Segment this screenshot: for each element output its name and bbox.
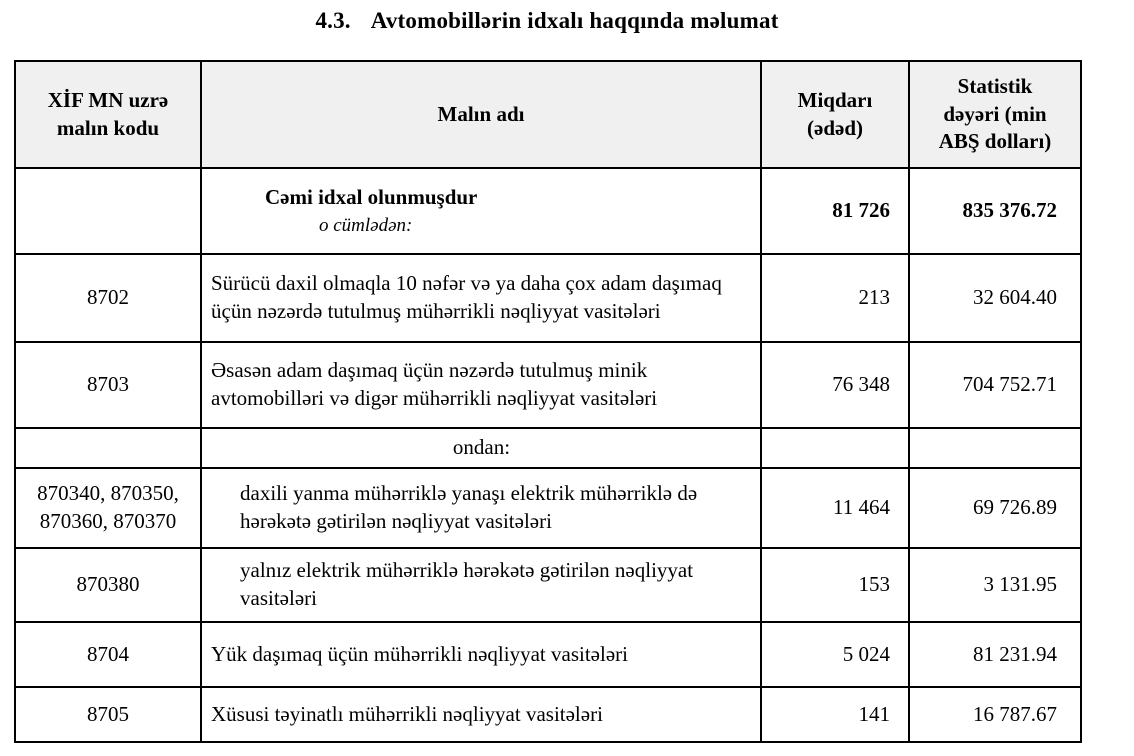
table-row-hybrid — [15, 468, 1081, 548]
qty-cell: 81 726 — [761, 168, 909, 254]
total-sublabel: o cümlədən: — [319, 214, 413, 236]
name-cell: Xüsusi təyinatlı mühərrikli nəqliyyat vasitələri — [201, 687, 761, 742]
code-cell: 8704 — [15, 622, 201, 687]
name-cell: Əsasən adam daşımaq üçün nəzərdə tutulmuş minik avtomobilləri və digər mühərrikli nəqliyyat vasitələri — [201, 342, 761, 428]
code-cell — [15, 428, 201, 468]
table-row-electric — [15, 548, 1081, 622]
value-cell — [909, 428, 1081, 468]
name-cell: Sürücü daxil olmaqla 10 nəfər və ya daha çox adam daşımaq üçün nəzərdə tutulmuş mühərrikli nəqliyyat vasitələri — [201, 254, 761, 342]
value-cell: 704 752.71 — [909, 342, 1081, 428]
value-cell: 32 604.40 — [909, 254, 1081, 342]
header-qty: Miqdarı (ədəd) — [761, 61, 909, 168]
table-header — [15, 61, 1081, 168]
name-cell — [201, 168, 761, 254]
value-cell: 835 376.72 — [909, 168, 1081, 254]
code-cell: 8703 — [15, 342, 201, 428]
name-cell: Yük daşımaq üçün mühərrikli nəqliyyat vasitələri — [201, 622, 761, 687]
code-cell: 870380 — [15, 548, 201, 622]
value-cell: 3 131.95 — [909, 548, 1081, 622]
table-row-8703 — [15, 342, 1081, 428]
name-cell: daxili yanma mühərriklə yanaşı elektrik mühərriklə də hərəkətə gətirilən nəqliyyat vasitələri — [201, 468, 761, 548]
code-cell — [15, 168, 201, 254]
name-cell: yalnız elektrik mühərriklə hərəkətə gətirilən nəqliyyat vasitələri — [201, 548, 761, 622]
qty-cell — [761, 428, 909, 468]
value-cell: 16 787.67 — [909, 687, 1081, 742]
code-cell: 870340, 870350, 870360, 870370 — [15, 468, 201, 548]
value-cell: 81 231.94 — [909, 622, 1081, 687]
qty-cell: 11 464 — [761, 468, 909, 548]
table-row-8705 — [15, 687, 1081, 742]
total-label: Cəmi idxal olunmuşdur — [265, 185, 478, 210]
qty-cell: 5 024 — [761, 622, 909, 687]
imports-table — [14, 60, 1082, 743]
qty-cell: 141 — [761, 687, 909, 742]
code-cell: 8702 — [15, 254, 201, 342]
header-code: XİF MN uzrə malın kodu — [15, 61, 201, 168]
page-title — [0, 8, 1094, 34]
header-row — [15, 61, 1081, 168]
header-value: Statistik dəyəri (min ABŞ dolları) — [909, 61, 1081, 168]
table-row-8702 — [15, 254, 1081, 342]
header-name: Malın adı — [201, 61, 761, 168]
code-cell: 8705 — [15, 687, 201, 742]
table-row-total — [15, 168, 1081, 254]
table-row-8704 — [15, 622, 1081, 687]
table-row-ondan — [15, 428, 1081, 468]
qty-cell: 153 — [761, 548, 909, 622]
name-cell: ondan: — [201, 428, 761, 468]
value-cell: 69 726.89 — [909, 468, 1081, 548]
qty-cell: 76 348 — [761, 342, 909, 428]
section-title-text: Avtomobillərin idxalı haqqında məlumat — [370, 8, 779, 33]
qty-cell: 213 — [761, 254, 909, 342]
section-number: 4.3. — [315, 8, 351, 33]
